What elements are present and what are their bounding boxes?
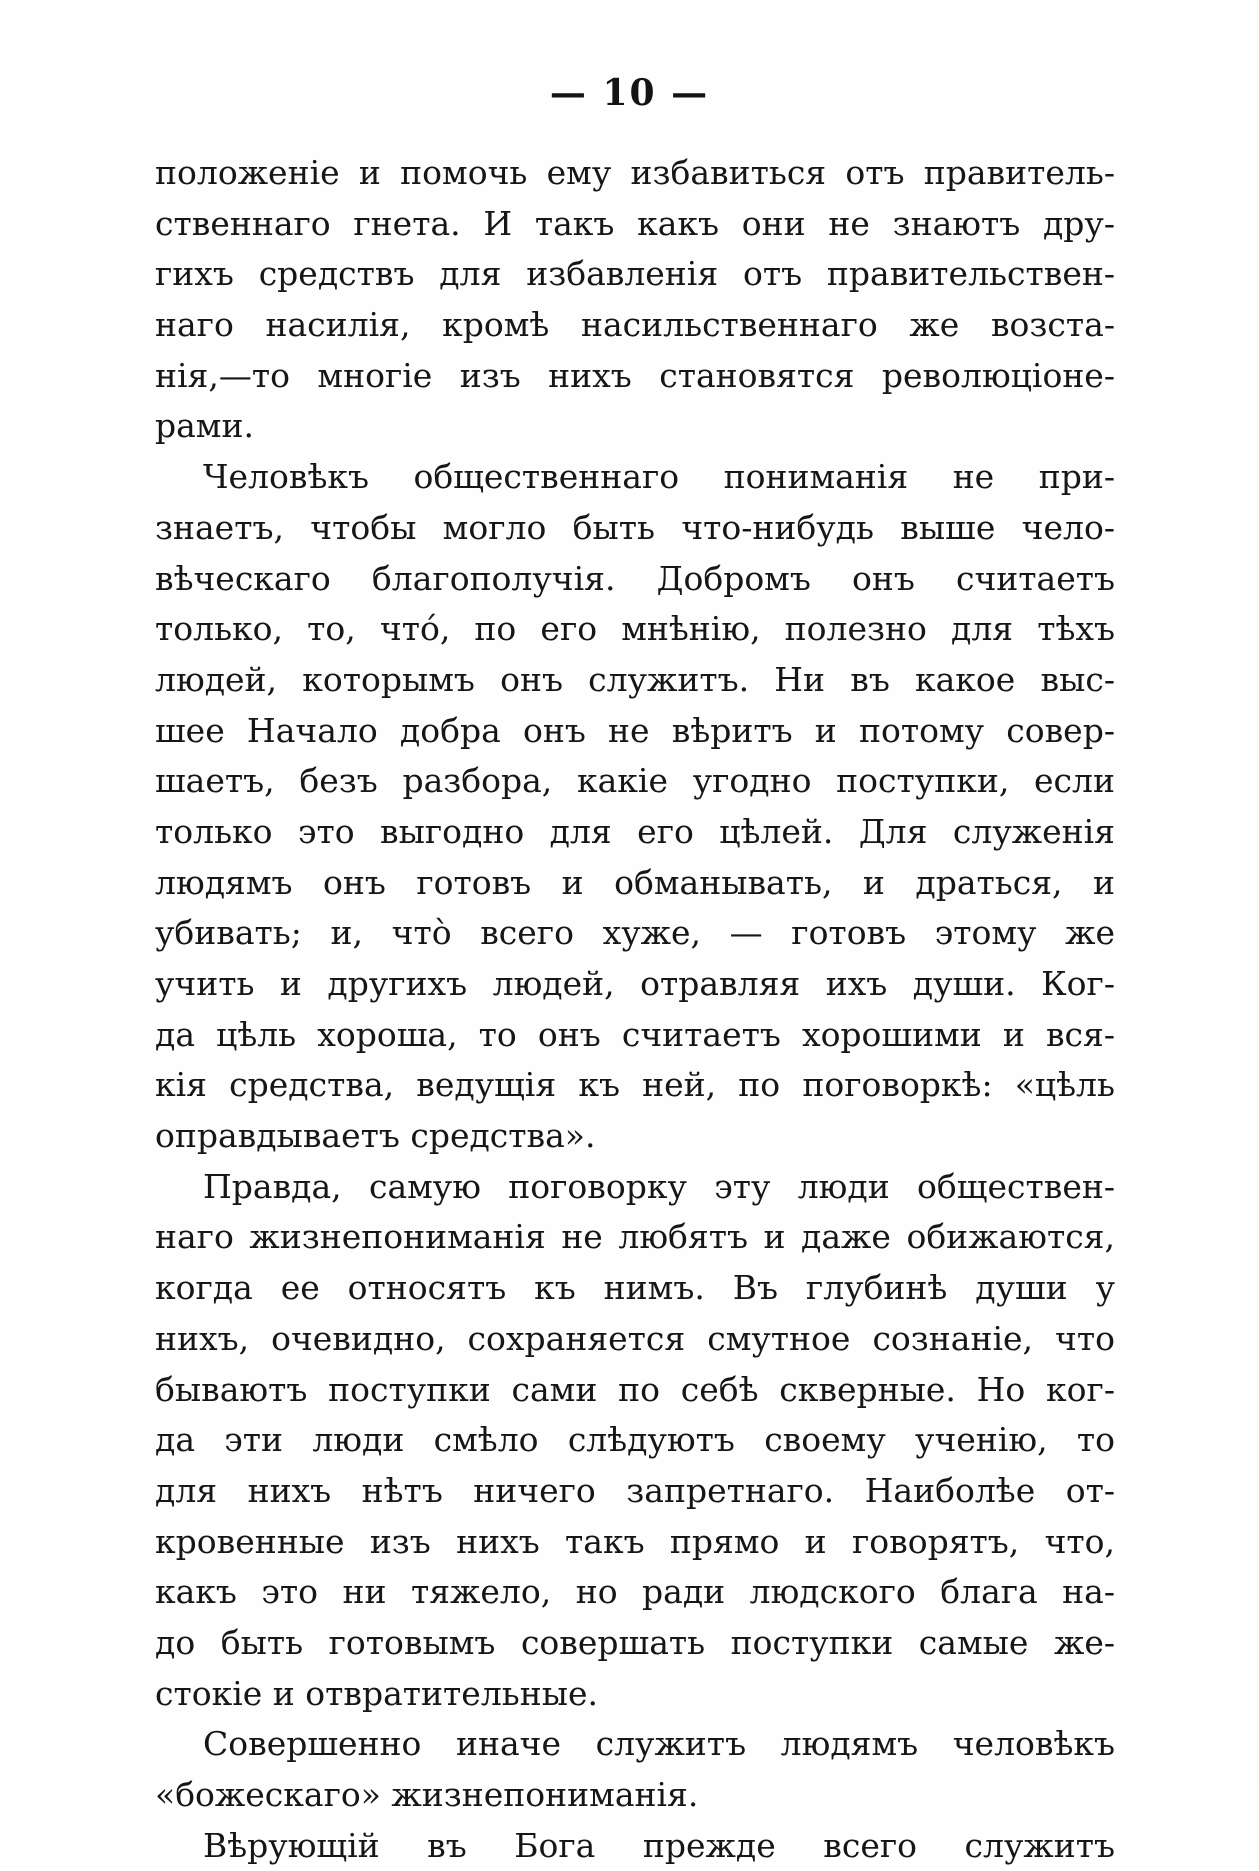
text-line: до быть готовымъ совершать поступки самые же- xyxy=(155,1622,1115,1662)
text-line: Вѣрующій въ Бога прежде всего служитъ xyxy=(203,1825,1115,1865)
text-line: кія средства, ведущія къ ней, по поговоркѣ: «цѣль xyxy=(155,1065,1115,1105)
text-line: бываютъ поступки сами по себѣ скверные. Но ког- xyxy=(155,1369,1115,1409)
text-line: людямъ онъ готовъ и обманывать, и драться, и xyxy=(155,862,1115,902)
text-line: наго жизнепониманія не любятъ и даже обижаются, xyxy=(155,1217,1115,1257)
text-line: положеніе и помочь ему избавиться отъ правитель- xyxy=(155,153,1115,192)
text-line: «божескаго» жизнепониманія. xyxy=(155,1775,699,1814)
text-line: шее Начало добра онъ не вѣритъ и потому совер- xyxy=(155,710,1115,750)
text-line: рами. xyxy=(155,406,254,446)
body-text xyxy=(155,148,1115,1871)
text-line: учить и другихъ людей, отравляя ихъ души. Ког- xyxy=(155,964,1115,1003)
text-line: вѣческаго благополучія. Добромъ онъ считаетъ xyxy=(155,558,1115,598)
text-line: когда ее относятъ къ нимъ. Въ глубинѣ души у xyxy=(155,1268,1115,1308)
text-line: кровенные изъ нихъ такъ прямо и говорятъ, что, xyxy=(155,1521,1115,1561)
text-line: какъ это ни тяжело, но ради людского блага на- xyxy=(155,1572,1115,1612)
text-line: шаетъ, безъ разбора, какіе угодно поступки, если xyxy=(155,761,1115,801)
page-number: — 10 — xyxy=(549,72,710,114)
text-line: нія,—то многіе изъ нихъ становятся революціоне- xyxy=(155,355,1115,395)
text-line: только это выгодно для его цѣлей. Для служенія xyxy=(155,811,1115,851)
text-line: для нихъ нѣтъ ничего запретнаго. Наиболѣе от- xyxy=(155,1470,1115,1510)
text-line: ственнаго гнета. И такъ какъ они не знаютъ дру- xyxy=(155,203,1115,243)
text-line: гихъ средствъ для избавленія отъ правительствен- xyxy=(155,254,1115,294)
text-line: убивать; и, чтò всего хуже, — готовъ этому же xyxy=(155,913,1115,953)
text-line: людей, которымъ онъ служитъ. Ни въ какое выс- xyxy=(155,659,1115,699)
text-line: Совершенно иначе служитъ людямъ человѣкъ xyxy=(203,1724,1115,1764)
text-line: стокіе и отвратительные. xyxy=(155,1673,599,1713)
text-line: да эти люди смѣло слѣдуютъ своему ученію, то xyxy=(155,1420,1115,1460)
text-line: только, то, чтó, по его мнѣнію, полезно для тѣхъ xyxy=(155,609,1115,649)
text-line: знаетъ, чтобы могло быть что-нибудь выше чело- xyxy=(155,507,1115,547)
text-line: Человѣкъ общественнаго пониманія не при- xyxy=(203,457,1115,497)
text-line: нихъ, очевидно, сохраняется смутное сознаніе, что xyxy=(155,1318,1115,1358)
text-line: оправдываетъ средства». xyxy=(155,1116,596,1156)
text-line: да цѣль хороша, то онъ считаетъ хорошими и вся- xyxy=(155,1014,1115,1054)
text-line: наго насилія, кромѣ насильственнаго же возста- xyxy=(155,305,1115,345)
text-line: Правда, самую поговорку эту люди обществен- xyxy=(203,1166,1115,1206)
